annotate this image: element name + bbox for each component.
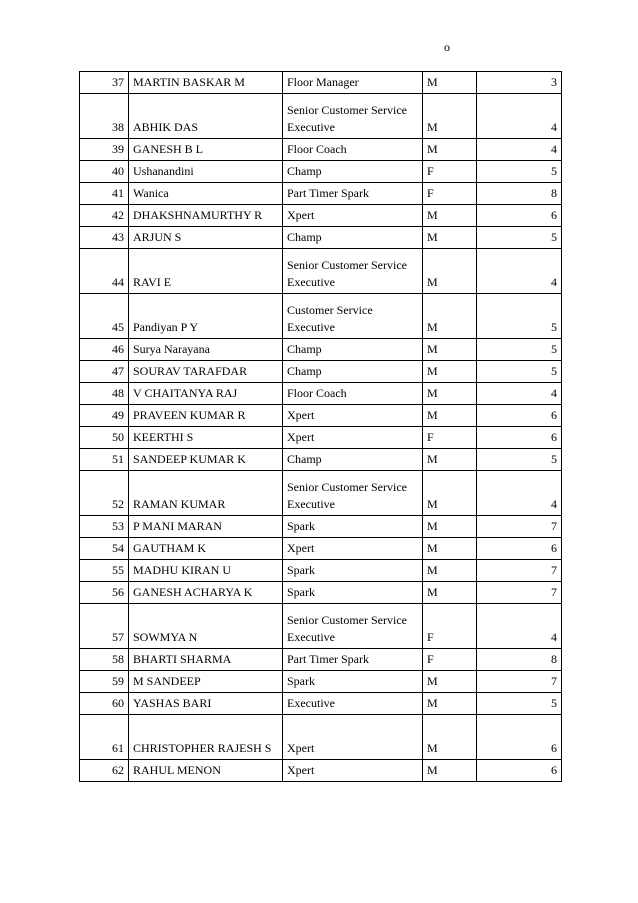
serial-number-cell: 58 bbox=[80, 649, 129, 671]
gender-cell: M bbox=[423, 471, 477, 516]
designation-cell: Champ bbox=[283, 449, 423, 471]
gender-cell: F bbox=[423, 427, 477, 449]
designation-cell: Xpert bbox=[283, 538, 423, 560]
gender-cell: M bbox=[423, 560, 477, 582]
rating-cell: 3 bbox=[477, 72, 562, 94]
employee-name-cell: Pandiyan P Y bbox=[129, 294, 283, 339]
designation-cell: Part Timer Spark bbox=[283, 649, 423, 671]
rating-cell: 8 bbox=[477, 649, 562, 671]
table-row bbox=[80, 294, 562, 339]
rating-cell: 5 bbox=[477, 227, 562, 249]
gender-cell: F bbox=[423, 604, 477, 649]
rating-cell: 5 bbox=[477, 693, 562, 715]
serial-number-cell: 50 bbox=[80, 427, 129, 449]
gender-cell: M bbox=[423, 227, 477, 249]
rating-cell: 7 bbox=[477, 582, 562, 604]
table-row bbox=[80, 449, 562, 471]
designation-cell: Xpert bbox=[283, 427, 423, 449]
page-marker: o bbox=[444, 40, 450, 54]
serial-number-cell: 37 bbox=[80, 72, 129, 94]
designation-cell: Senior Customer Service Executive bbox=[283, 249, 423, 294]
serial-number-cell: 52 bbox=[80, 471, 129, 516]
gender-cell: M bbox=[423, 139, 477, 161]
rating-cell: 4 bbox=[477, 604, 562, 649]
employee-name-cell: PRAVEEN KUMAR R bbox=[129, 405, 283, 427]
rating-cell: 5 bbox=[477, 339, 562, 361]
employee-name-cell: V CHAITANYA RAJ bbox=[129, 383, 283, 405]
designation-cell: Senior Customer Service Executive bbox=[283, 471, 423, 516]
designation-cell: Xpert bbox=[283, 405, 423, 427]
rating-cell: 7 bbox=[477, 671, 562, 693]
table-row bbox=[80, 227, 562, 249]
employee-name-cell: SOURAV TARAFDAR bbox=[129, 361, 283, 383]
employee-name-cell: KEERTHI S bbox=[129, 427, 283, 449]
serial-number-cell: 41 bbox=[80, 183, 129, 205]
serial-number-cell: 55 bbox=[80, 560, 129, 582]
serial-number-cell: 53 bbox=[80, 516, 129, 538]
rating-cell: 6 bbox=[477, 427, 562, 449]
rating-cell: 5 bbox=[477, 161, 562, 183]
employee-name-cell: YASHAS BARI bbox=[129, 693, 283, 715]
table-row bbox=[80, 649, 562, 671]
gender-cell: M bbox=[423, 72, 477, 94]
employee-name-cell: RAMAN KUMAR bbox=[129, 471, 283, 516]
employee-name-cell: RAVI E bbox=[129, 249, 283, 294]
serial-number-cell: 54 bbox=[80, 538, 129, 560]
serial-number-cell: 44 bbox=[80, 249, 129, 294]
rating-cell: 7 bbox=[477, 560, 562, 582]
designation-cell: Spark bbox=[283, 582, 423, 604]
designation-cell: Floor Manager bbox=[283, 72, 423, 94]
table-row bbox=[80, 94, 562, 139]
gender-cell: M bbox=[423, 94, 477, 139]
table-row bbox=[80, 671, 562, 693]
table-row bbox=[80, 339, 562, 361]
rating-cell: 6 bbox=[477, 760, 562, 782]
table-row bbox=[80, 405, 562, 427]
gender-cell: M bbox=[423, 405, 477, 427]
gender-cell: M bbox=[423, 582, 477, 604]
serial-number-cell: 61 bbox=[80, 715, 129, 760]
gender-cell: M bbox=[423, 205, 477, 227]
gender-cell: F bbox=[423, 183, 477, 205]
rating-cell: 6 bbox=[477, 405, 562, 427]
serial-number-cell: 51 bbox=[80, 449, 129, 471]
serial-number-cell: 57 bbox=[80, 604, 129, 649]
table-row bbox=[80, 715, 562, 760]
table-row bbox=[80, 471, 562, 516]
employee-name-cell: SOWMYA N bbox=[129, 604, 283, 649]
designation-cell: Champ bbox=[283, 361, 423, 383]
gender-cell: M bbox=[423, 516, 477, 538]
rating-cell: 6 bbox=[477, 715, 562, 760]
employee-name-cell: ABHIK DAS bbox=[129, 94, 283, 139]
gender-cell: M bbox=[423, 383, 477, 405]
designation-cell: Spark bbox=[283, 516, 423, 538]
gender-cell: M bbox=[423, 249, 477, 294]
designation-cell: Xpert bbox=[283, 715, 423, 760]
designation-cell: Xpert bbox=[283, 205, 423, 227]
serial-number-cell: 40 bbox=[80, 161, 129, 183]
rating-cell: 4 bbox=[477, 139, 562, 161]
table-row bbox=[80, 582, 562, 604]
rating-cell: 5 bbox=[477, 294, 562, 339]
serial-number-cell: 62 bbox=[80, 760, 129, 782]
employee-name-cell: MADHU KIRAN U bbox=[129, 560, 283, 582]
employee-name-cell: ARJUN S bbox=[129, 227, 283, 249]
designation-cell: Champ bbox=[283, 227, 423, 249]
rating-cell: 5 bbox=[477, 361, 562, 383]
staff-table-body bbox=[80, 72, 562, 782]
designation-cell: Customer Service Executive bbox=[283, 294, 423, 339]
employee-name-cell: BHARTI SHARMA bbox=[129, 649, 283, 671]
designation-cell: Champ bbox=[283, 161, 423, 183]
rating-cell: 4 bbox=[477, 94, 562, 139]
employee-name-cell: GANESH ACHARYA K bbox=[129, 582, 283, 604]
designation-cell: Spark bbox=[283, 671, 423, 693]
serial-number-cell: 56 bbox=[80, 582, 129, 604]
serial-number-cell: 46 bbox=[80, 339, 129, 361]
designation-cell: Floor Coach bbox=[283, 383, 423, 405]
serial-number-cell: 60 bbox=[80, 693, 129, 715]
rating-cell: 7 bbox=[477, 516, 562, 538]
serial-number-cell: 39 bbox=[80, 139, 129, 161]
table-row bbox=[80, 516, 562, 538]
gender-cell: M bbox=[423, 361, 477, 383]
gender-cell: M bbox=[423, 715, 477, 760]
table-row bbox=[80, 538, 562, 560]
serial-number-cell: 49 bbox=[80, 405, 129, 427]
table-row bbox=[80, 693, 562, 715]
rating-cell: 4 bbox=[477, 471, 562, 516]
employee-name-cell: DHAKSHNAMURTHY R bbox=[129, 205, 283, 227]
employee-name-cell: CHRISTOPHER RAJESH S bbox=[129, 715, 283, 760]
table-row bbox=[80, 249, 562, 294]
serial-number-cell: 59 bbox=[80, 671, 129, 693]
staff-table bbox=[79, 71, 562, 782]
serial-number-cell: 42 bbox=[80, 205, 129, 227]
serial-number-cell: 48 bbox=[80, 383, 129, 405]
designation-cell: Senior Customer Service Executive bbox=[283, 604, 423, 649]
table-row bbox=[80, 183, 562, 205]
designation-cell: Executive bbox=[283, 693, 423, 715]
employee-name-cell: GAUTHAM K bbox=[129, 538, 283, 560]
serial-number-cell: 38 bbox=[80, 94, 129, 139]
table-row bbox=[80, 205, 562, 227]
designation-cell: Floor Coach bbox=[283, 139, 423, 161]
employee-name-cell: Wanica bbox=[129, 183, 283, 205]
employee-name-cell: MARTIN BASKAR M bbox=[129, 72, 283, 94]
designation-cell: Part Timer Spark bbox=[283, 183, 423, 205]
rating-cell: 5 bbox=[477, 449, 562, 471]
serial-number-cell: 43 bbox=[80, 227, 129, 249]
gender-cell: M bbox=[423, 339, 477, 361]
serial-number-cell: 47 bbox=[80, 361, 129, 383]
employee-name-cell: SANDEEP KUMAR K bbox=[129, 449, 283, 471]
employee-name-cell: M SANDEEP bbox=[129, 671, 283, 693]
rating-cell: 6 bbox=[477, 205, 562, 227]
gender-cell: M bbox=[423, 294, 477, 339]
designation-cell: Spark bbox=[283, 560, 423, 582]
designation-cell: Senior Customer Service Executive bbox=[283, 94, 423, 139]
table-row bbox=[80, 760, 562, 782]
employee-name-cell: Ushanandini bbox=[129, 161, 283, 183]
gender-cell: M bbox=[423, 538, 477, 560]
rating-cell: 6 bbox=[477, 538, 562, 560]
table-row bbox=[80, 72, 562, 94]
table-row bbox=[80, 427, 562, 449]
rating-cell: 8 bbox=[477, 183, 562, 205]
table-row bbox=[80, 560, 562, 582]
gender-cell: M bbox=[423, 449, 477, 471]
table-row bbox=[80, 604, 562, 649]
table-row bbox=[80, 383, 562, 405]
designation-cell: Xpert bbox=[283, 760, 423, 782]
gender-cell: F bbox=[423, 649, 477, 671]
rating-cell: 4 bbox=[477, 249, 562, 294]
employee-name-cell: Surya Narayana bbox=[129, 339, 283, 361]
employee-name-cell: GANESH B L bbox=[129, 139, 283, 161]
gender-cell: M bbox=[423, 693, 477, 715]
gender-cell: F bbox=[423, 161, 477, 183]
serial-number-cell: 45 bbox=[80, 294, 129, 339]
employee-name-cell: RAHUL MENON bbox=[129, 760, 283, 782]
rating-cell: 4 bbox=[477, 383, 562, 405]
designation-cell: Champ bbox=[283, 339, 423, 361]
table-row bbox=[80, 361, 562, 383]
gender-cell: M bbox=[423, 760, 477, 782]
table-row bbox=[80, 161, 562, 183]
gender-cell: M bbox=[423, 671, 477, 693]
employee-name-cell: P MANI MARAN bbox=[129, 516, 283, 538]
table-row bbox=[80, 139, 562, 161]
